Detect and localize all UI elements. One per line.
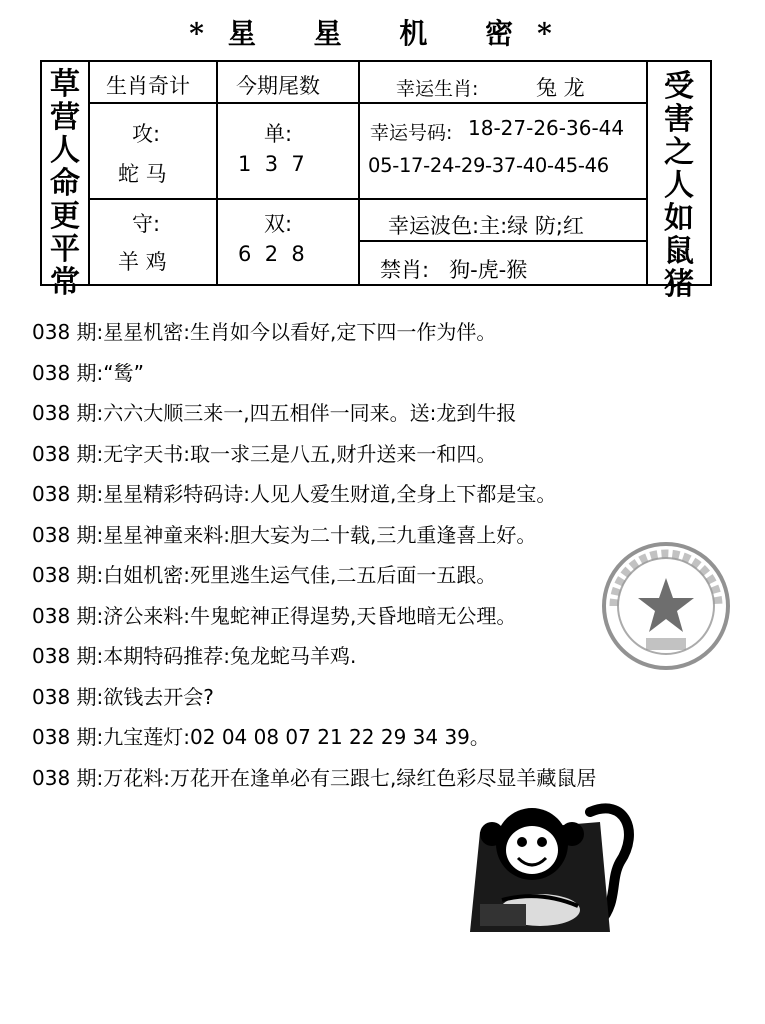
list-item: 038 期:星星神童来料:胆大妄为二十载,三九重逢喜上好。 (32, 522, 537, 547)
lucky-numbers-row2: 05-17-24-29-37-40-45-46 (368, 154, 609, 177)
divider (358, 62, 360, 284)
list-item: 038 期:九宝莲灯:02 04 08 07 21 22 29 34 39。 (32, 725, 490, 749)
list-item: 038 期:星星机密:生肖如今以看好,定下四一作为伴。 (32, 320, 497, 344)
seal-stamp-icon (600, 540, 732, 672)
header-tail-numbers: 今期尾数 (236, 74, 320, 98)
divider (216, 62, 218, 284)
divider (646, 62, 648, 284)
page-title: *星 星 机 密* (189, 17, 576, 50)
list-item: 038 期:济公来料:牛鬼蛇神正得逞势,天昏地暗无公理。 (32, 603, 517, 628)
info-table (40, 60, 712, 302)
defend-label: 守: (132, 212, 161, 236)
list-item: 038 期:星星精彩特码诗:人见人爱生财道,全身上下都是宝。 (32, 482, 557, 506)
right-slogan: 受 害 之 人 如 鼠 猪 (664, 69, 694, 302)
attack-label: 攻: (132, 122, 161, 146)
left-slogan: 草 营 人 命 更 平 常 (50, 67, 80, 300)
defend-value: 羊 鸡 (118, 250, 167, 274)
even-label: 双: (264, 212, 293, 236)
divider (88, 198, 646, 200)
lucky-zodiac-value: 兔 龙 (536, 76, 585, 100)
divider (88, 62, 90, 284)
odd-value: 1 3 7 (238, 152, 305, 176)
lucky-numbers-row1: 18-27-26-36-44 (468, 116, 625, 140)
attack-value: 蛇 马 (118, 162, 167, 186)
lucky-numbers-label: 幸运号码: (370, 122, 453, 144)
lucky-wave-color: 幸运波色:主:绿 防;红 (388, 214, 584, 238)
even-value: 6 2 8 (238, 242, 305, 266)
lucky-zodiac-label: 幸运生肖: (396, 78, 479, 100)
odd-label: 单: (264, 122, 293, 146)
list-item: 038 期:白姐机密:死里逃生运气佳,二五后面一五跟。 (32, 563, 497, 587)
list-item: 038 期:六六大顺三来一,四五相伴一同来。送:龙到牛报 (32, 401, 517, 425)
list-item: 038 期:万花料:万花开在逢单必有三跟七,绿红色彩尽显羊藏鼠居 (32, 765, 597, 790)
divider (88, 102, 358, 104)
forbidden-zodiac: 禁肖: 狗-虎-猴 (380, 258, 528, 282)
header-zodiac-plan: 生肖奇计 (106, 74, 190, 98)
monkey-illustration-icon (440, 792, 640, 937)
list-item: 038 期:“鸶” (32, 360, 144, 385)
list-item: 038 期:本期特码推荐:兔龙蛇马羊鸡. (32, 644, 357, 668)
divider (358, 102, 646, 104)
list-item: 038 期:欲钱去开会? (32, 684, 214, 709)
divider (358, 240, 646, 242)
list-item: 038 期:无字天书:取一求三是八五,财升送来一和四。 (32, 441, 497, 466)
